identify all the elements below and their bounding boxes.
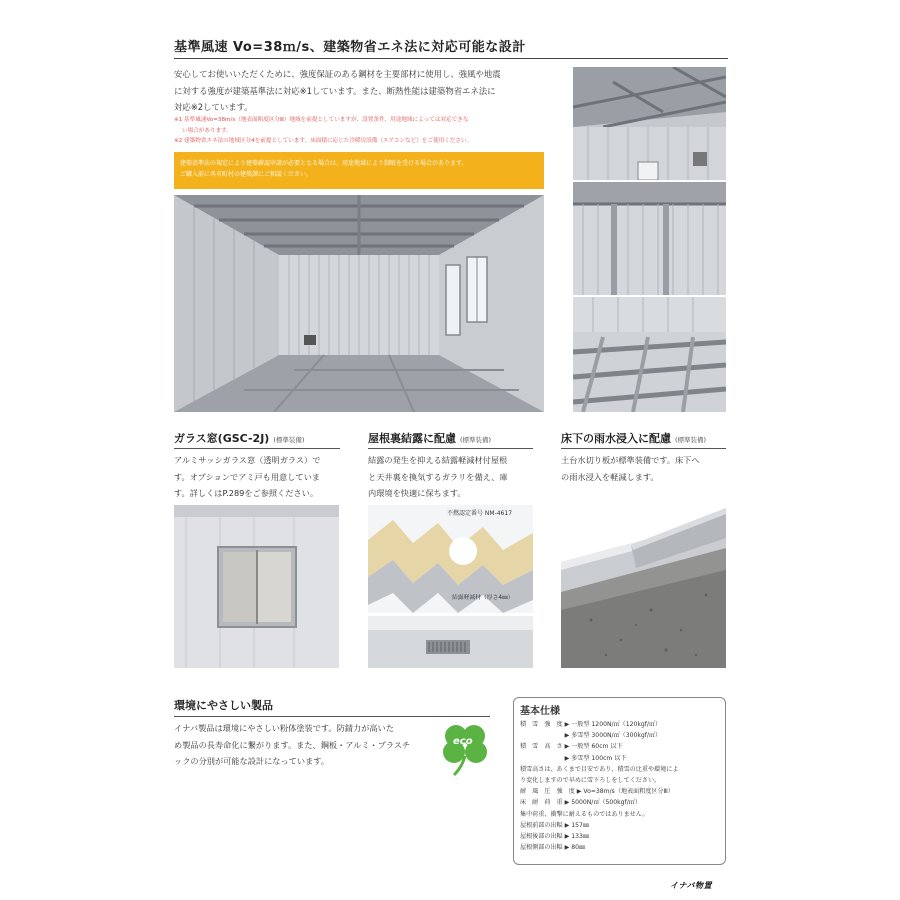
standard-tag: (標準装備) <box>675 436 707 444</box>
glass-window-title: ガラス窓(GSC-2J) <box>174 432 270 445</box>
body-line: イナバ製品は環境にやさしい粉体塗装です。防錆力が高いた <box>174 723 394 733</box>
foundation-flashing-photo <box>561 500 726 668</box>
rain-protection-description <box>561 452 731 485</box>
body-line: ックの分別が可能な設計になっています。 <box>174 756 329 766</box>
glass-window-photo <box>174 505 339 668</box>
body-line: と天井裏を換気するガラリを備え、庫 <box>368 471 508 482</box>
intro-line: に対する強度が建築基準法に対応※1しています。また、断熱性能は建築物省エネ法に <box>174 85 496 96</box>
rain-protection-heading <box>561 430 706 446</box>
spec-row: 積 雪 高 さ ▶ 一般型 60cm 以下 <box>520 743 623 751</box>
eco-badge-label: eco <box>453 736 473 747</box>
warning-box <box>174 152 544 189</box>
roof-structure-photo <box>573 67 726 180</box>
page-title: 基準風速 Vo=38ｍ/s、建築物省エネ法に対応可能な設計 <box>174 40 526 55</box>
glass-window-description <box>174 452 344 502</box>
spec-title: 基本仕様 <box>520 706 560 717</box>
body-line: 土台水切り板が標準装備です。床下へ <box>561 455 700 465</box>
body-line: アルミサッシガラス窓（透明ガラス）で <box>174 455 321 465</box>
intro-line: 対応※2しています。 <box>174 102 253 112</box>
eco-clover-icon <box>440 722 490 777</box>
condensation-description <box>368 452 538 502</box>
body-line: め製品の長寿命化に繋がります。また、鋼板・アルミ・プラスチ <box>174 739 411 750</box>
standard-tag: (標準装備) <box>460 436 492 444</box>
footnote-line: ※1 基準風速Vo=38m/s（地表面粗度区分Ⅲ）地域を前提としていますが、設置条件、用途地域によっては対応できな <box>174 117 469 123</box>
footnote-line: ※2 建築物省エネ法の地域区分4を前提としています。床面積に応じた冷暖房設備（エアコンなど）をご使用ください。 <box>174 138 473 144</box>
warning-line: 建築基準法の規定により建築確認申請が必要となる場合は、用途地域により制限を受ける場合があります。 <box>180 160 468 167</box>
section-divider <box>174 716 490 717</box>
body-line: 結露の発生を抑える結露軽減材付屋根 <box>368 455 508 465</box>
eco-heading: 環境にやさしい製品 <box>174 699 273 712</box>
section-divider <box>174 448 340 449</box>
wall-structure-photo <box>573 182 726 295</box>
spec-row: 屋根側部の出幅 ▶ 80㎜ <box>520 844 586 852</box>
spec-row: 屋根後部の出幅 ▶ 133㎜ <box>520 833 589 841</box>
rain-protection-title: 床下の雨水浸入に配慮 <box>561 432 671 445</box>
intro-line: 安心してお使いいただくために、強度保証のある鋼材を主要部材に使用し、強風や地震 <box>174 69 501 79</box>
spec-row: ▶ 多雪型 100cm 以下 <box>520 754 627 762</box>
spec-row: 集中荷重、衝撃に耐えるものではありません。 <box>520 810 649 818</box>
spec-row: 耐 風 圧 強 度 ▶ Vo=38m/s（地表面粗度区分Ⅲ） <box>520 788 674 796</box>
floor-structure-photo <box>573 297 726 412</box>
interior-photo <box>174 195 544 412</box>
spec-row: 積 雪 強 度 ▶ 一般型 1200N/㎡（120kgf/㎡） <box>520 721 662 728</box>
ventilation-louver-photo <box>368 616 533 668</box>
footnotes <box>174 115 546 147</box>
warning-line: ご購入前に各市町村の建築課にご相談ください。 <box>180 171 313 178</box>
section-divider <box>368 448 533 449</box>
body-line: す。詳しくはP.289をご参照ください。 <box>174 488 319 498</box>
spec-row: ▶ 多雪型 3000N/㎡（300kgf/㎡） <box>520 732 662 740</box>
spec-row: り変化しますので早めに雪下ろしをしてください。 <box>520 777 661 785</box>
intro-text <box>174 66 546 116</box>
footnote-line: い場合があります。 <box>182 127 232 134</box>
condensation-title: 屋根裏結露に配慮 <box>368 432 456 445</box>
cert-number: 不燃認定番号 NM-4617 <box>447 510 513 517</box>
spec-row: 積雪高さは、あくまで目安であり、積雪の比重や環境によ <box>520 765 679 773</box>
body-line: の雨水浸入を軽減します。 <box>561 471 659 482</box>
brand-logo: イナバ物置 <box>670 881 713 890</box>
condensation-heading <box>368 430 491 446</box>
spec-row: 屋根前部の出幅 ▶ 157㎜ <box>520 821 589 829</box>
body-line: す。オプションでアミ戸も用意していま <box>174 471 320 482</box>
glass-window-heading <box>174 430 304 446</box>
eco-description <box>174 720 474 770</box>
standard-tag: (標準装備) <box>273 436 305 444</box>
title-divider <box>174 58 728 59</box>
basic-spec-box <box>513 697 726 865</box>
section-divider <box>561 448 726 449</box>
material-label: 結露軽減材（厚さ4㎜） <box>452 595 514 601</box>
body-line: 内環境を快適に保ちます。 <box>368 488 466 498</box>
spec-row: 床 耐 荷 重 ▶ 5000N/㎡（500kgf/㎡） <box>520 799 641 807</box>
